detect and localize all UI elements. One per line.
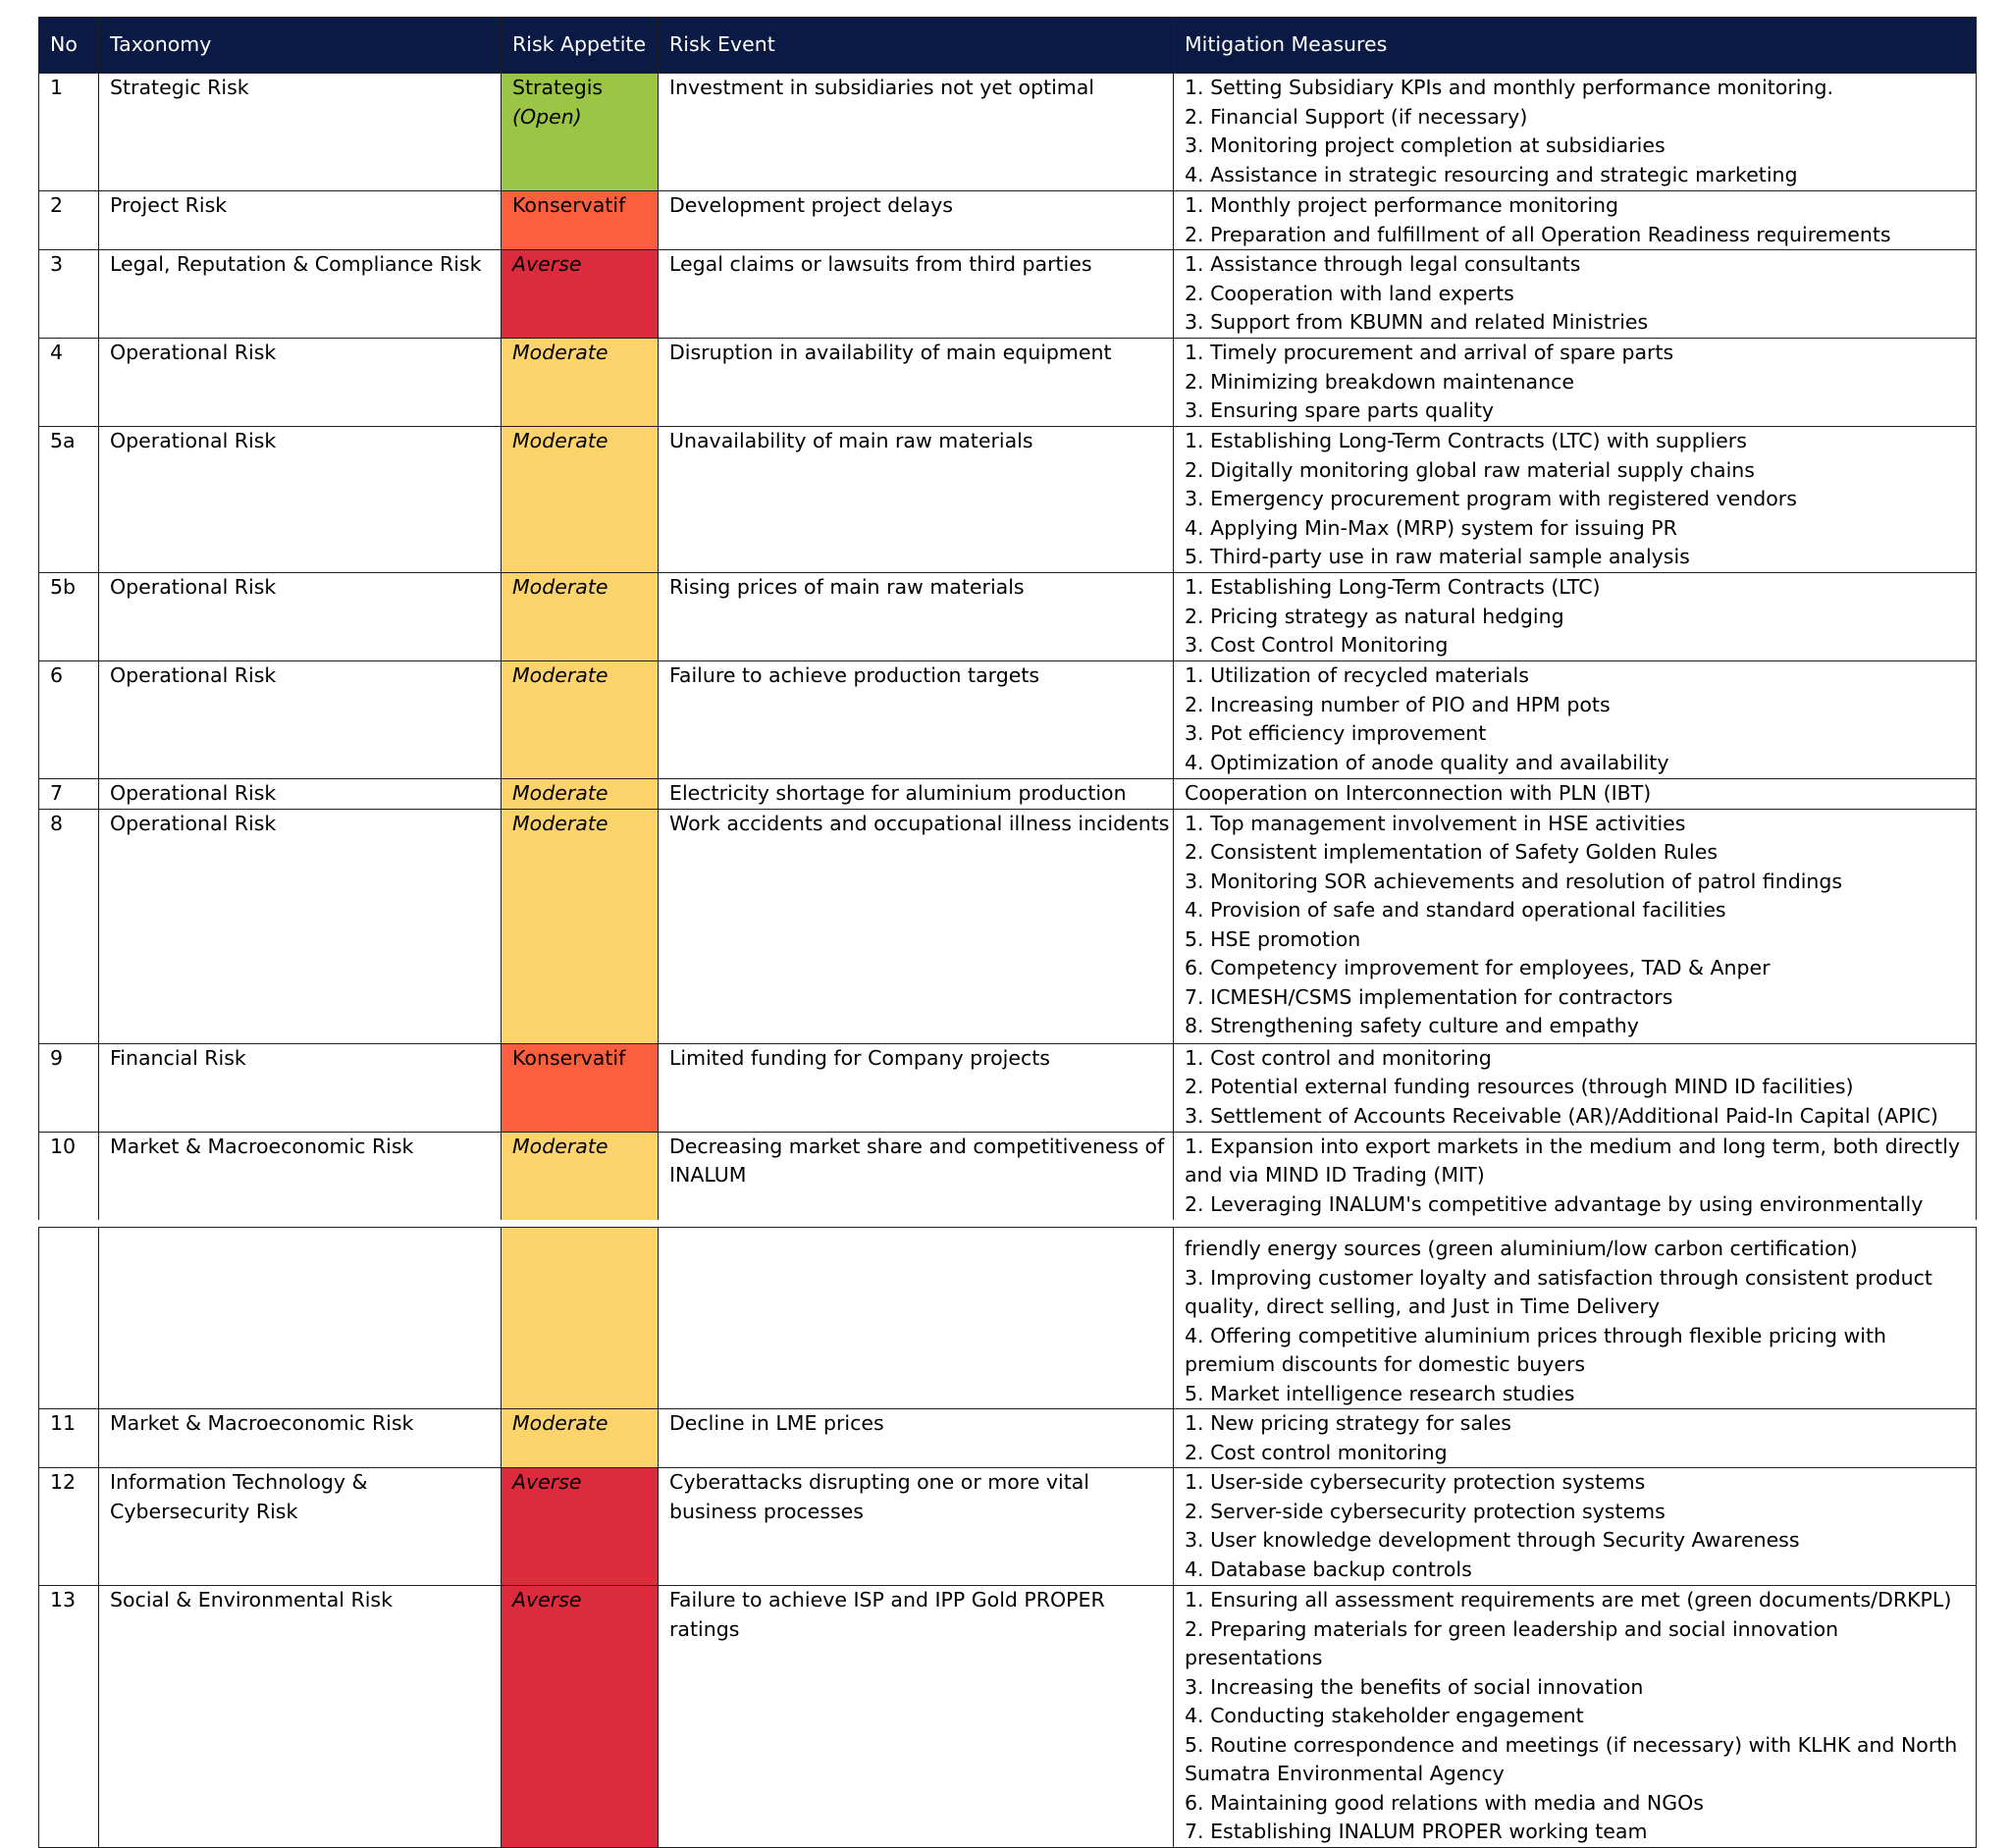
row-event: Decline in LME prices [659, 1409, 1174, 1468]
mitigation-item: 1. User-side cybersecurity protection systems [1185, 1470, 1646, 1494]
row-appetite [502, 74, 659, 191]
row-event: Legal claims or lawsuits from third parties [659, 250, 1174, 339]
row-no: 5b [39, 573, 99, 661]
mitigation-item: 1. Establishing Long-Term Contracts (LTC) [1185, 575, 1601, 599]
mitigation-item: 1. Assistance through legal consultants [1185, 252, 1581, 276]
row-no: 6 [39, 661, 99, 779]
row-taxonomy: Operational Risk [99, 779, 502, 810]
mitigation-item: 3. Monitoring SOR achievements and resolution of patrol findings [1185, 869, 1843, 893]
row-mitigation [1174, 1468, 1977, 1586]
table-row [39, 1468, 1977, 1586]
row-no: 5a [39, 427, 99, 573]
row-taxonomy: Strategic Risk [99, 74, 502, 191]
table-row [39, 1132, 1977, 1220]
mitigation-item: 2. Pricing strategy as natural hedging [1185, 604, 1564, 628]
row-taxonomy: Operational Risk [99, 339, 502, 427]
mitigation-item: 1. Expansion into export markets in the medium and long term, both directly and via MIND ID Trading (MIT) [1185, 1134, 1961, 1187]
mitigation-item: 1. Ensuring all assessment requirements are met (green documents/DRKPL) [1185, 1588, 1952, 1611]
row-no: 10 [39, 1132, 99, 1220]
row-event: Development project delays [659, 191, 1174, 250]
mitigation-item: 2. Minimizing breakdown maintenance [1185, 369, 1574, 394]
mitigation-item: 3. Support from KBUMN and related Ministries [1185, 310, 1649, 334]
row-taxonomy: Project Risk [99, 191, 502, 250]
row-appetite: Konservatif [502, 191, 659, 250]
row-appetite: Averse [502, 1586, 659, 1848]
row-appetite: Konservatif [502, 1043, 659, 1132]
row-event: Disruption in availability of main equipment [659, 339, 1174, 427]
table-row [39, 427, 1977, 573]
header-mitigation-measures: Mitigation Measures [1174, 18, 1977, 74]
row-appetite: Moderate [502, 779, 659, 810]
mitigation-item: 4. Applying Min-Max (MRP) system for issuing PR [1185, 515, 1677, 540]
mitigation-item: 1. Utilization of recycled materials [1185, 663, 1529, 687]
row-no: 11 [39, 1409, 99, 1468]
row-mitigation [1174, 779, 1977, 810]
table-row [39, 1228, 1977, 1409]
mitigation-item: 1. New pricing strategy for sales [1185, 1411, 1511, 1435]
row-taxonomy: Social & Environmental Risk [99, 1586, 502, 1848]
mitigation-item: 4. Database backup controls [1185, 1557, 1472, 1581]
mitigation-item: 2. Consistent implementation of Safety Golden Rules [1185, 840, 1719, 864]
row-event: Investment in subsidiaries not yet optimal [659, 74, 1174, 191]
row-no: 1 [39, 74, 99, 191]
row-no [39, 1228, 99, 1409]
mitigation-item: 2. Server-side cybersecurity protection systems [1185, 1499, 1666, 1523]
row-no: 13 [39, 1586, 99, 1848]
row-taxonomy: Legal, Reputation & Compliance Risk [99, 250, 502, 339]
mitigation-item: 1. Cost control and monitoring [1185, 1045, 1492, 1070]
row-event: Decreasing market share and competitiveness of INALUM [659, 1132, 1174, 1220]
row-mitigation [1174, 1228, 1977, 1409]
row-taxonomy: Information Technology & Cybersecurity Risk [99, 1468, 502, 1586]
row-event: Unavailability of main raw materials [659, 427, 1174, 573]
mitigation-item: 4. Optimization of anode quality and availability [1185, 750, 1669, 774]
row-appetite [502, 1228, 659, 1409]
row-taxonomy: Operational Risk [99, 661, 502, 779]
row-appetite: Moderate [502, 661, 659, 779]
mitigation-item: 2. Cooperation with land experts [1185, 281, 1514, 305]
mitigation-item: 2. Leveraging INALUM's competitive advantage by using environmentally [1185, 1191, 1924, 1216]
mitigation-item: 3. Monitoring project completion at subsidiaries [1185, 133, 1666, 157]
row-mitigation [1174, 1043, 1977, 1132]
mitigation-item: 2. Preparing materials for green leadership and social innovation presentations [1185, 1616, 1839, 1669]
mitigation-item: 3. Increasing the benefits of social innovation [1185, 1674, 1644, 1699]
table-row [39, 339, 1977, 427]
mitigation-item: Cooperation on Interconnection with PLN (IBT) [1185, 781, 1652, 805]
table-row [39, 809, 1977, 1043]
risk-table [38, 17, 1977, 1848]
mitigation-item: 3. Settlement of Accounts Receivable (AR)/Additional Paid-In Capital (APIC) [1185, 1103, 1938, 1128]
row-appetite: Averse [502, 250, 659, 339]
row-mitigation [1174, 573, 1977, 661]
row-mitigation [1174, 661, 1977, 779]
row-appetite: Moderate [502, 809, 659, 1043]
page-break-cell [39, 1220, 1977, 1228]
row-taxonomy [99, 1228, 502, 1409]
row-mitigation [1174, 1409, 1977, 1468]
header-no: No [39, 18, 99, 74]
mitigation-item: 2. Digitally monitoring global raw material supply chains [1185, 457, 1755, 482]
row-mitigation [1174, 427, 1977, 573]
row-event: Cyberattacks disrupting one or more vital business processes [659, 1468, 1174, 1586]
row-appetite: Moderate [502, 1132, 659, 1220]
header-risk-appetite: Risk Appetite [502, 18, 659, 74]
row-mitigation [1174, 74, 1977, 191]
mitigation-item: 3. Improving customer loyalty and satisfaction through consistent product quality, direct selling, and Just in Time Delivery [1185, 1265, 1932, 1318]
mitigation-item: 2. Preparation and fulfillment of all Operation Readiness requirements [1185, 222, 1891, 246]
mitigation-item: 5. HSE promotion [1185, 926, 1361, 951]
mitigation-item: 4. Provision of safe and standard operational facilities [1185, 898, 1726, 922]
row-appetite: Moderate [502, 1409, 659, 1468]
mitigation-item: 8. Strengthening safety culture and empathy [1185, 1014, 1639, 1037]
header-taxonomy: Taxonomy [99, 18, 502, 74]
mitigation-item: 1. Timely procurement and arrival of spare parts [1185, 341, 1674, 364]
mitigation-item: 3. Emergency procurement program with registered vendors [1185, 487, 1797, 510]
table-row [39, 1586, 1977, 1848]
mitigation-item: 7. Establishing INALUM PROPER working team [1185, 1820, 1648, 1843]
row-no: 8 [39, 809, 99, 1043]
row-event: Rising prices of main raw materials [659, 573, 1174, 661]
row-mitigation [1174, 809, 1977, 1043]
mitigation-item: friendly energy sources (green aluminium/low carbon certification) [1185, 1237, 1858, 1260]
table-row [39, 74, 1977, 191]
row-mitigation [1174, 1586, 1977, 1848]
mitigation-item: 7. ICMESH/CSMS implementation for contractors [1185, 984, 1673, 1009]
row-event: Electricity shortage for aluminium production [659, 779, 1174, 810]
table-row [39, 661, 1977, 779]
mitigation-item: 4. Assistance in strategic resourcing and strategic marketing [1185, 162, 1798, 186]
row-appetite: Moderate [502, 427, 659, 573]
mitigation-item: 5. Third-party use in raw material sample analysis [1185, 545, 1690, 568]
row-event: Work accidents and occupational illness incidents [659, 809, 1174, 1043]
header-risk-event: Risk Event [659, 18, 1174, 74]
row-mitigation [1174, 339, 1977, 427]
mitigation-item: 5. Market intelligence research studies [1185, 1381, 1575, 1405]
row-appetite: Moderate [502, 339, 659, 427]
mitigation-item: 5. Routine correspondence and meetings (if necessary) with KLHK and North Sumatra Environmental Agency [1185, 1732, 1958, 1785]
table-row [39, 1043, 1977, 1132]
row-taxonomy: Market & Macroeconomic Risk [99, 1409, 502, 1468]
row-event: Failure to achieve ISP and IPP Gold PROPER ratings [659, 1586, 1174, 1848]
mitigation-item: 2. Increasing number of PIO and HPM pots [1185, 692, 1611, 716]
mitigation-item: 3. User knowledge development through Security Awareness [1185, 1528, 1800, 1552]
row-mitigation [1174, 250, 1977, 339]
table-row [39, 573, 1977, 661]
row-no: 2 [39, 191, 99, 250]
row-no: 12 [39, 1468, 99, 1586]
row-taxonomy: Operational Risk [99, 573, 502, 661]
mitigation-item: 4. Offering competitive aluminium prices through flexible pricing with premium discounts for domestic buyers [1185, 1323, 1887, 1376]
mitigation-item: 3. Pot efficiency improvement [1185, 721, 1487, 745]
table-row [39, 250, 1977, 339]
mitigation-item: 1. Monthly project performance monitoring [1185, 193, 1619, 217]
table-row [39, 779, 1977, 810]
row-event: Limited funding for Company projects [659, 1043, 1174, 1132]
mitigation-item: 1. Establishing Long-Term Contracts (LTC) with suppliers [1185, 429, 1747, 452]
row-event: Failure to achieve production targets [659, 661, 1174, 779]
row-no: 9 [39, 1043, 99, 1132]
mitigation-item: 6. Maintaining good relations with media and NGOs [1185, 1790, 1704, 1815]
mitigation-item: 2. Cost control monitoring [1185, 1440, 1448, 1464]
row-mitigation [1174, 1132, 1977, 1220]
row-taxonomy: Market & Macroeconomic Risk [99, 1132, 502, 1220]
mitigation-item: 4. Conducting stakeholder engagement [1185, 1704, 1584, 1727]
row-appetite: Averse [502, 1468, 659, 1586]
mitigation-item: 6. Competency improvement for employees, TAD & Anper [1185, 956, 1771, 979]
mitigation-item: 2. Financial Support (if necessary) [1185, 104, 1528, 129]
row-taxonomy: Financial Risk [99, 1043, 502, 1132]
page-break [39, 1220, 1977, 1228]
row-event [659, 1228, 1174, 1409]
row-taxonomy: Operational Risk [99, 427, 502, 573]
row-taxonomy: Operational Risk [99, 809, 502, 1043]
table-row [39, 1409, 1977, 1468]
row-appetite: Moderate [502, 573, 659, 661]
appetite-sub-label: (Open) [512, 104, 582, 129]
row-no: 7 [39, 779, 99, 810]
row-mitigation [1174, 191, 1977, 250]
mitigation-item: 3. Cost Control Monitoring [1185, 633, 1449, 657]
table-row [39, 191, 1977, 250]
row-no: 3 [39, 250, 99, 339]
row-no: 4 [39, 339, 99, 427]
appetite-label: Strategis [512, 76, 604, 99]
mitigation-item: 3. Ensuring spare parts quality [1185, 398, 1495, 422]
mitigation-item: 2. Potential external funding resources (through MIND ID facilities) [1185, 1075, 1854, 1098]
mitigation-item: 1. Setting Subsidiary KPIs and monthly performance monitoring. [1185, 76, 1833, 99]
table-header-row [39, 18, 1977, 74]
mitigation-item: 1. Top management involvement in HSE activities [1185, 811, 1686, 835]
